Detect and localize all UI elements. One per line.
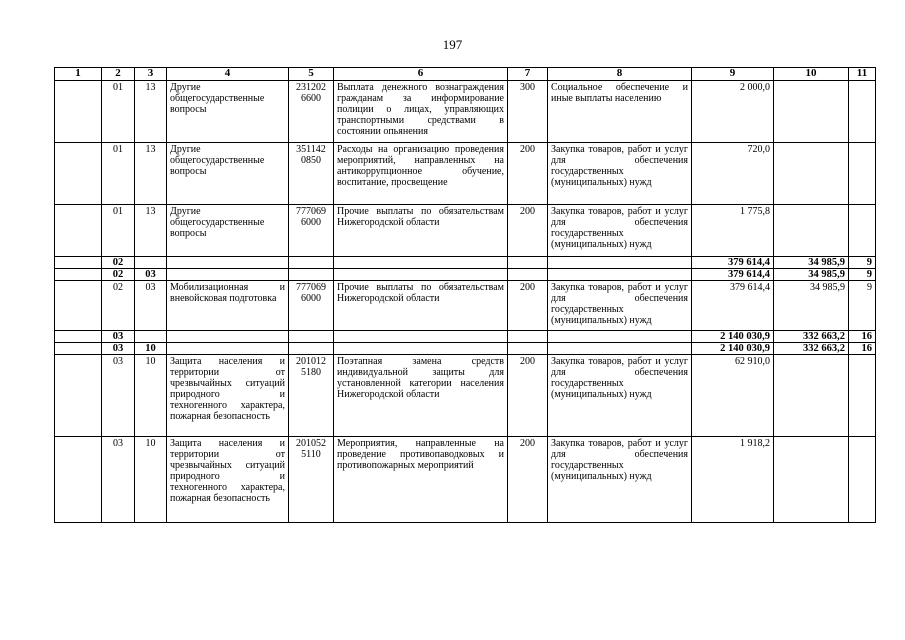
cell-section-name-text: Другие общегосударственные вопросы — [170, 144, 265, 177]
cell-expense-type-name — [548, 343, 692, 355]
cell-target-code — [289, 437, 334, 523]
cell-amount-federal-text: 332 663,2 — [803, 331, 845, 342]
cell-col11 — [849, 257, 876, 269]
cell-section-name-text: Другие общегосударственные вопросы — [170, 206, 265, 239]
cell-section-name-text: Другие общегосударственные вопросы — [170, 82, 265, 115]
cell-expense-type — [508, 331, 548, 343]
cell-expense-type-name — [548, 205, 692, 257]
cell-target-code — [289, 205, 334, 257]
cell-subsection — [135, 437, 167, 523]
cell-expense-type-name — [548, 269, 692, 281]
cell-col11 — [849, 343, 876, 355]
cell-section-text: 03 — [113, 356, 123, 367]
cell-expense-type — [508, 269, 548, 281]
cell-subsection-text: 13 — [145, 144, 156, 155]
cell-target-name — [334, 205, 508, 257]
cell-col11-text: 9 — [867, 282, 872, 293]
cell-section — [102, 343, 135, 355]
table-row — [55, 81, 876, 143]
cell-target-code — [289, 331, 334, 343]
cell-target-code — [289, 355, 334, 437]
cell-subsection — [135, 143, 167, 205]
cell-col1 — [55, 437, 102, 523]
cell-section — [102, 205, 135, 257]
cell-target-code-text: 777069 6000 — [296, 206, 326, 228]
cell-section-name-text: Мобилизационная и вневойсковая подготовка — [170, 282, 285, 304]
cell-expense-type-text: 200 — [520, 144, 535, 155]
cell-expense-type-text: 200 — [520, 438, 535, 449]
cell-col1 — [55, 81, 102, 143]
cell-amount-federal — [774, 269, 849, 281]
cell-col11 — [849, 269, 876, 281]
cell-section-text: 02 — [113, 282, 123, 293]
cell-section-name — [167, 343, 289, 355]
cell-amount-text: 2 000,0 — [740, 82, 770, 93]
cell-col1 — [55, 143, 102, 205]
cell-amount-federal — [774, 205, 849, 257]
header-cell: 8 — [548, 68, 692, 81]
cell-subsection — [135, 355, 167, 437]
cell-section-name — [167, 355, 289, 437]
cell-amount-federal-text: 34 985,9 — [808, 257, 845, 268]
cell-target-name-text: Мероприятия, направленные на проведение противопаводковых и противопожарных мероприятий — [337, 438, 504, 471]
cell-col11-text: 9 — [866, 269, 872, 280]
header-cell: 4 — [167, 68, 289, 81]
cell-expense-type — [508, 281, 548, 331]
cell-expense-type-name-text: Закупка товаров, работ и услуг для обеспечения государственных (муниципальных) нужд — [551, 144, 688, 188]
cell-col11 — [849, 355, 876, 437]
cell-target-code-text: 201052 5110 — [296, 438, 326, 460]
cell-subsection-text: 10 — [145, 356, 156, 367]
header-row — [55, 68, 876, 81]
cell-target-code-text: 231202 6600 — [296, 82, 326, 104]
cell-subsection — [135, 343, 167, 355]
cell-section — [102, 437, 135, 523]
cell-amount-text: 720,0 — [747, 144, 770, 155]
cell-expense-type-name-text: Закупка товаров, работ и услуг для обеспечения государственных (муниципальных) нужд — [551, 206, 688, 250]
cell-subsection-text: 13 — [145, 206, 156, 217]
cell-expense-type — [508, 143, 548, 205]
cell-section-name — [167, 205, 289, 257]
cell-amount — [692, 437, 774, 523]
cell-amount-federal-text: 34 985,9 — [808, 269, 845, 280]
cell-section-text: 03 — [112, 343, 124, 354]
cell-amount — [692, 343, 774, 355]
cell-section-text: 03 — [112, 331, 124, 342]
cell-expense-type-name — [548, 81, 692, 143]
cell-expense-type-name-text: Закупка товаров, работ и услуг для обеспечения государственных (муниципальных) нужд — [551, 438, 688, 482]
table-row — [55, 281, 876, 331]
cell-section — [102, 81, 135, 143]
cell-subsection — [135, 257, 167, 269]
cell-amount-federal — [774, 257, 849, 269]
table-body — [55, 81, 876, 523]
cell-section-name — [167, 269, 289, 281]
cell-section-text: 02 — [112, 257, 124, 268]
cell-amount-federal — [774, 331, 849, 343]
table-row-subtotal — [55, 331, 876, 343]
table-row-subtotal — [55, 269, 876, 281]
cell-col11-text: 16 — [861, 343, 872, 354]
cell-section-text: 01 — [113, 206, 123, 217]
cell-target-code-text: 351142 0850 — [296, 144, 326, 166]
cell-target-name — [334, 355, 508, 437]
table-row — [55, 437, 876, 523]
cell-section-name — [167, 281, 289, 331]
page-number: 197 — [442, 37, 463, 52]
cell-expense-type-text: 200 — [520, 356, 535, 367]
cell-expense-type — [508, 437, 548, 523]
cell-expense-type-name-text: Закупка товаров, работ и услуг для обеспечения государственных (муниципальных) нужд — [551, 282, 688, 326]
cell-section — [102, 281, 135, 331]
cell-section — [102, 355, 135, 437]
cell-col1 — [55, 269, 102, 281]
cell-expense-type-name — [548, 331, 692, 343]
cell-col1 — [55, 331, 102, 343]
cell-amount-federal — [774, 343, 849, 355]
cell-expense-type-name — [548, 143, 692, 205]
header-cell: 7 — [508, 68, 548, 81]
header-cell: 10 — [774, 68, 849, 81]
cell-col11 — [849, 437, 876, 523]
cell-target-name-text: Поэтапная замена средств индивидуальной защиты для установленной категории населения Нижегородской области — [337, 356, 504, 400]
cell-amount — [692, 269, 774, 281]
cell-target-name-text: Выплата денежного вознаграждения гражданам за информирование полиции о лицах, управляющих транспортными средствами в состоянии опьянения — [337, 82, 504, 137]
cell-expense-type-name-text: Закупка товаров, работ и услуг для обеспечения государственных (муниципальных) нужд — [551, 356, 688, 400]
table-row-subtotal — [55, 257, 876, 269]
cell-subsection — [135, 269, 167, 281]
cell-section — [102, 331, 135, 343]
cell-col11 — [849, 331, 876, 343]
cell-target-name — [334, 343, 508, 355]
cell-amount — [692, 81, 774, 143]
cell-col1 — [55, 281, 102, 331]
cell-amount-text: 379 614,4 — [730, 282, 770, 293]
cell-amount-text: 2 140 030,9 — [720, 331, 770, 342]
cell-amount — [692, 205, 774, 257]
cell-expense-type-name — [548, 257, 692, 269]
cell-section-name — [167, 81, 289, 143]
cell-amount-text: 62 910,0 — [735, 356, 770, 367]
table-row-subtotal — [55, 343, 876, 355]
cell-section — [102, 269, 135, 281]
cell-amount-federal — [774, 81, 849, 143]
cell-target-name — [334, 281, 508, 331]
cell-target-code — [289, 143, 334, 205]
cell-target-code — [289, 81, 334, 143]
cell-col11 — [849, 281, 876, 331]
header-cell: 11 — [849, 68, 876, 81]
cell-section-name — [167, 437, 289, 523]
cell-expense-type-name — [548, 355, 692, 437]
cell-section-name — [167, 331, 289, 343]
cell-subsection — [135, 331, 167, 343]
cell-expense-type — [508, 81, 548, 143]
cell-amount — [692, 331, 774, 343]
cell-col1 — [55, 355, 102, 437]
cell-amount-federal — [774, 143, 849, 205]
cell-amount-text: 379 614,4 — [728, 257, 770, 268]
header-cell: 3 — [135, 68, 167, 81]
cell-target-code — [289, 257, 334, 269]
budget-table — [54, 67, 876, 523]
cell-col1 — [55, 257, 102, 269]
cell-target-name — [334, 143, 508, 205]
cell-target-code — [289, 269, 334, 281]
header-cell: 9 — [692, 68, 774, 81]
cell-subsection-text: 13 — [145, 82, 156, 93]
cell-expense-type-text: 300 — [520, 82, 535, 93]
cell-section-text: 01 — [113, 82, 123, 93]
cell-col11 — [849, 81, 876, 143]
cell-subsection — [135, 81, 167, 143]
cell-section-text: 03 — [113, 438, 123, 449]
cell-col11-text: 16 — [861, 331, 872, 342]
cell-target-name — [334, 437, 508, 523]
cell-section-name-text: Защита населения и территории от чрезвычайных ситуаций природного и техногенного характера, пожарная безопасность — [170, 356, 285, 422]
cell-target-name-text: Прочие выплаты по обязательствам Нижегородской области — [337, 206, 504, 228]
cell-expense-type-text: 200 — [520, 282, 535, 293]
cell-target-name-text: Расходы на организацию проведения мероприятий, направленных на антикоррупционное обучение, воспитание, просвещение — [337, 144, 504, 188]
cell-col11 — [849, 205, 876, 257]
cell-amount — [692, 143, 774, 205]
cell-expense-type — [508, 343, 548, 355]
cell-section-name — [167, 143, 289, 205]
cell-subsection — [135, 205, 167, 257]
cell-amount — [692, 281, 774, 331]
cell-target-name — [334, 257, 508, 269]
cell-amount-text: 379 614,4 — [728, 269, 770, 280]
cell-section — [102, 257, 135, 269]
cell-expense-type-name — [548, 437, 692, 523]
cell-target-name — [334, 269, 508, 281]
cell-target-code-text: 201012 5180 — [296, 356, 326, 378]
cell-amount-federal-text: 34 985,9 — [810, 282, 845, 293]
cell-amount-text: 1 918,2 — [740, 438, 770, 449]
table-row — [55, 143, 876, 205]
cell-col1 — [55, 205, 102, 257]
cell-amount — [692, 355, 774, 437]
cell-expense-type-name — [548, 281, 692, 331]
cell-target-name — [334, 81, 508, 143]
header-cell: 6 — [334, 68, 508, 81]
cell-amount-federal — [774, 281, 849, 331]
table-row — [55, 205, 876, 257]
cell-amount-federal — [774, 437, 849, 523]
cell-section-name — [167, 257, 289, 269]
cell-col11 — [849, 143, 876, 205]
cell-section — [102, 143, 135, 205]
header-cell: 1 — [55, 68, 102, 81]
cell-target-name — [334, 331, 508, 343]
header-cell: 5 — [289, 68, 334, 81]
cell-amount-text: 2 140 030,9 — [720, 343, 770, 354]
cell-subsection — [135, 281, 167, 331]
cell-amount-federal-text: 332 663,2 — [803, 343, 845, 354]
cell-section-name-text: Защита населения и территории от чрезвычайных ситуаций природного и техногенного характера, пожарная безопасность — [170, 438, 285, 504]
cell-expense-type-text: 200 — [520, 206, 535, 217]
cell-subsection-text: 03 — [145, 269, 156, 280]
cell-col11-text: 9 — [866, 257, 872, 268]
cell-amount — [692, 257, 774, 269]
cell-expense-type-name-text: Социальное обеспечение и иные выплаты населению — [551, 82, 688, 104]
cell-target-code — [289, 343, 334, 355]
cell-target-code-text: 777069 6000 — [296, 282, 326, 304]
cell-col1 — [55, 343, 102, 355]
table-row — [55, 355, 876, 437]
cell-expense-type — [508, 257, 548, 269]
cell-subsection-text: 10 — [145, 343, 156, 354]
cell-amount-text: 1 775,8 — [740, 206, 770, 217]
cell-subsection-text: 10 — [145, 438, 156, 449]
cell-expense-type — [508, 205, 548, 257]
header-cell: 2 — [102, 68, 135, 81]
cell-amount-federal — [774, 355, 849, 437]
cell-section-text: 02 — [112, 269, 124, 280]
cell-section-text: 01 — [113, 144, 123, 155]
cell-target-name-text: Прочие выплаты по обязательствам Нижегородской области — [337, 282, 504, 304]
cell-expense-type — [508, 355, 548, 437]
cell-target-code — [289, 281, 334, 331]
cell-subsection-text: 03 — [145, 282, 156, 293]
